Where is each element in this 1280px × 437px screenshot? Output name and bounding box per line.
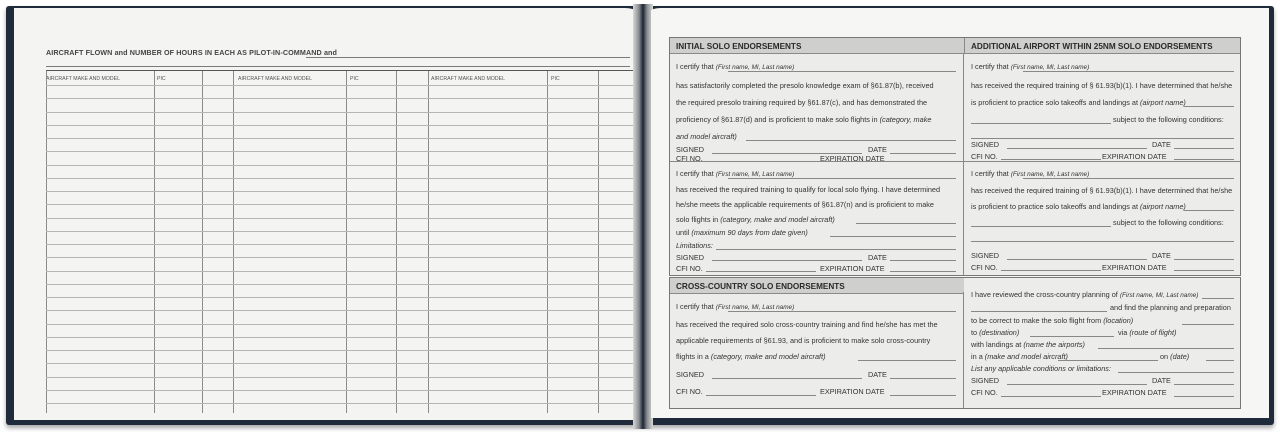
column-rule bbox=[154, 71, 155, 413]
conditions-field[interactable] bbox=[971, 138, 1234, 139]
aircraft-field[interactable] bbox=[856, 223, 956, 224]
endorsement-text: has received the required training to qualify for local solo flying. I have determined bbox=[676, 185, 941, 194]
airports-field[interactable] bbox=[1098, 348, 1234, 349]
airport-hint: (airport name) bbox=[1140, 98, 1186, 107]
name-hint: (First name, MI, Last name) bbox=[715, 64, 795, 71]
expiration-field[interactable] bbox=[1174, 159, 1234, 160]
date-label: DATE bbox=[868, 253, 887, 262]
cfi-number-field[interactable] bbox=[706, 161, 816, 162]
student-name-field[interactable] bbox=[728, 71, 956, 72]
certify-text: I certify that bbox=[676, 169, 714, 178]
airport-field[interactable] bbox=[1184, 106, 1234, 107]
name-hint: (First name, MI, Last name) bbox=[1010, 64, 1090, 71]
endorsement-text: has satisfactorily completed the presolo knowledge exam of §61.87(b), received bbox=[676, 81, 934, 90]
date-field[interactable] bbox=[1174, 148, 1234, 149]
left-page bbox=[14, 8, 635, 420]
aircraft-hint: (category, make and model aircraft) bbox=[720, 215, 835, 224]
certify-text: I certify that bbox=[971, 169, 1009, 178]
row-rule bbox=[46, 324, 633, 325]
conditions-label: subject to the following conditions: bbox=[1113, 115, 1224, 124]
signed-label: SIGNED bbox=[676, 145, 704, 154]
row-rule bbox=[46, 363, 633, 364]
cross-country-title: CROSS-COUNTRY SOLO ENDORSEMENTS bbox=[670, 278, 964, 294]
student-name-field-cont[interactable] bbox=[971, 311, 1107, 312]
column-rule bbox=[428, 71, 429, 413]
column-header-pic-2: PIC bbox=[350, 76, 359, 82]
row-rule bbox=[46, 244, 633, 245]
row-rule bbox=[46, 257, 633, 258]
destination-hint: (destination) bbox=[979, 328, 1020, 337]
title-fill-line-2[interactable] bbox=[46, 66, 630, 67]
expiration-label: EXPIRATION DATE bbox=[820, 154, 885, 163]
row-rule bbox=[46, 377, 633, 378]
row-rule bbox=[46, 390, 633, 391]
date-field[interactable] bbox=[890, 153, 956, 154]
expiration-field[interactable] bbox=[1174, 396, 1234, 397]
signed-label: SIGNED bbox=[971, 140, 999, 149]
row-rule bbox=[46, 297, 633, 298]
row-rule bbox=[46, 218, 633, 219]
planning-text: on bbox=[1160, 352, 1169, 361]
row-rule bbox=[46, 85, 633, 86]
date-field[interactable] bbox=[890, 378, 956, 379]
row-rule bbox=[46, 191, 633, 192]
planning-text: with landings at bbox=[971, 340, 1022, 349]
conditions-label: List any applicable conditions or limitations: bbox=[971, 364, 1111, 373]
signature-field[interactable] bbox=[1007, 259, 1147, 260]
cfi-number-field[interactable] bbox=[1001, 159, 1101, 160]
expiration-label: EXPIRATION DATE bbox=[820, 387, 885, 396]
top-endorsement-box bbox=[669, 37, 1241, 276]
student-name-field[interactable] bbox=[1202, 298, 1234, 299]
signed-label: SIGNED bbox=[676, 370, 704, 379]
destination-field[interactable] bbox=[1030, 336, 1114, 337]
airport-field-cont[interactable] bbox=[971, 226, 1111, 227]
flight-date-field[interactable] bbox=[1206, 360, 1234, 361]
planning-text: via bbox=[1118, 328, 1128, 337]
column-rule bbox=[233, 71, 234, 413]
endorsement-text: he/she meets the applicable requirements of §61.87(n) and is proficient to make bbox=[676, 200, 934, 209]
aircraft-hint: (category, make bbox=[879, 115, 932, 124]
signature-field[interactable] bbox=[1007, 384, 1147, 385]
signed-label: SIGNED bbox=[971, 376, 999, 385]
student-name-field[interactable] bbox=[1023, 71, 1234, 72]
planning-text: and find the planning and preparation bbox=[1110, 303, 1231, 312]
student-name-field[interactable] bbox=[728, 311, 956, 312]
date-field[interactable] bbox=[1174, 259, 1234, 260]
column-header-aircraft-2: AIRCRAFT MAKE AND MODEL bbox=[238, 76, 312, 82]
airport-hint: (airport name) bbox=[1140, 202, 1186, 211]
row-rule bbox=[46, 165, 633, 166]
planning-text: to bbox=[971, 328, 978, 337]
cfi-label: CFI NO. bbox=[676, 154, 703, 163]
name-hint: (First name, MI, Last name) bbox=[1119, 292, 1199, 299]
endorsement-text: has received the required training of § 61.93(b)(1). I have determined that he/she bbox=[971, 186, 1233, 195]
column-rule bbox=[46, 71, 47, 413]
max-days-hint: (maximum 90 days from date given) bbox=[691, 228, 808, 237]
cfi-label: CFI NO. bbox=[676, 387, 703, 396]
row-rule bbox=[46, 310, 633, 311]
date-label: DATE bbox=[868, 370, 887, 379]
expiration-field[interactable] bbox=[890, 271, 956, 272]
endorsement-text: the required presolo training required by §61.87(c), and has demonstrated the bbox=[676, 98, 928, 107]
airport-field[interactable] bbox=[1184, 210, 1234, 211]
column-rule bbox=[547, 71, 548, 413]
date-label: DATE bbox=[868, 145, 887, 154]
endorsement-text: is proficient to practice solo takeoffs and landings at bbox=[971, 98, 1138, 107]
conditions-field[interactable] bbox=[971, 241, 1234, 242]
row-rule bbox=[46, 337, 633, 338]
date-label: DATE bbox=[1152, 376, 1171, 385]
cfi-label: CFI NO. bbox=[971, 263, 998, 272]
cfi-number-field[interactable] bbox=[1001, 396, 1101, 397]
limitations-field[interactable] bbox=[716, 249, 956, 250]
column-header-pic-1: PIC bbox=[157, 76, 166, 82]
column-rule bbox=[202, 71, 203, 413]
route-hint: (route of flight) bbox=[1129, 328, 1177, 337]
cfi-number-field[interactable] bbox=[1001, 270, 1101, 271]
title-fill-line[interactable] bbox=[306, 57, 630, 58]
aircraft-hint: (category, make and model aircraft) bbox=[710, 352, 826, 361]
column-header-pic-3: PIC bbox=[551, 76, 560, 82]
column-divider bbox=[963, 54, 964, 275]
date-field[interactable] bbox=[1174, 384, 1234, 385]
row-rule bbox=[46, 125, 633, 126]
cfi-label: CFI NO. bbox=[676, 264, 703, 273]
date-label: DATE bbox=[1152, 251, 1171, 260]
airports-hint: (name the airports) bbox=[1023, 340, 1085, 349]
expiration-label: EXPIRATION DATE bbox=[1102, 152, 1167, 161]
expiration-label: EXPIRATION DATE bbox=[1102, 263, 1167, 272]
planning-text: I have reviewed the cross-country planning of bbox=[971, 290, 1118, 299]
row-rule bbox=[46, 112, 633, 113]
endorsement-text: has received the required solo cross-country training and find he/she has met the bbox=[676, 320, 938, 329]
row-rule bbox=[46, 151, 633, 152]
initial-solo-title: INITIAL SOLO ENDORSEMENTS bbox=[670, 38, 964, 54]
certify-text: I certify that bbox=[676, 302, 714, 311]
row-rule bbox=[46, 138, 633, 139]
signed-label: SIGNED bbox=[676, 253, 704, 262]
endorsement-text: flights in a bbox=[676, 352, 709, 361]
column-header-aircraft-1: AIRCRAFT MAKE AND MODEL bbox=[46, 76, 120, 82]
endorsement-text: proficiency of §61.87(d) and is proficient to make solo flights in bbox=[676, 115, 878, 124]
row-rule bbox=[46, 350, 633, 351]
pic-hours-title: AIRCRAFT FLOWN and NUMBER OF HOURS IN EACH AS PILOT-IN-COMMAND and bbox=[46, 48, 338, 57]
signature-field[interactable] bbox=[712, 260, 862, 261]
cfi-label: CFI NO. bbox=[971, 152, 998, 161]
aircraft-field[interactable] bbox=[858, 360, 956, 361]
expiration-field[interactable] bbox=[890, 161, 956, 162]
column-rule bbox=[346, 71, 347, 413]
aircraft-hint: (make and model aircraft) bbox=[984, 352, 1068, 361]
aircraft-field[interactable] bbox=[1058, 360, 1158, 361]
column-divider bbox=[963, 292, 964, 408]
row-rule bbox=[46, 204, 633, 205]
signed-label: SIGNED bbox=[971, 251, 999, 260]
certify-text: I certify that bbox=[676, 62, 714, 71]
expiration-label: EXPIRATION DATE bbox=[1102, 388, 1167, 397]
endorsement-text: applicable requirements of §61.93, and is proficient to make solo cross-country bbox=[676, 336, 931, 345]
cross-country-box bbox=[669, 277, 1241, 409]
signature-field[interactable] bbox=[1007, 148, 1147, 149]
student-name-field[interactable] bbox=[728, 178, 956, 179]
right-page bbox=[651, 8, 1269, 418]
endorsement-text: has received the required training of § 61.93(b)(1). I have determined that he/she bbox=[971, 81, 1233, 90]
signature-field[interactable] bbox=[712, 378, 862, 379]
student-name-field[interactable] bbox=[1023, 178, 1234, 179]
additional-airport-title: ADDITIONAL AIRPORT WITHIN 25NM SOLO ENDORSEMENTS bbox=[964, 38, 1240, 54]
conditions-label: subject to the following conditions: bbox=[1113, 218, 1224, 227]
row-rule bbox=[46, 231, 633, 232]
location-hint: (location) bbox=[1103, 316, 1134, 325]
endorsement-text: is proficient to practice solo takeoffs and landings at bbox=[971, 202, 1138, 211]
column-rule bbox=[598, 71, 599, 413]
expiration-label: EXPIRATION DATE bbox=[820, 264, 885, 273]
column-header-aircraft-3: AIRCRAFT MAKE AND MODEL bbox=[431, 76, 505, 82]
row-rule bbox=[46, 271, 633, 272]
book-spine bbox=[633, 4, 653, 429]
date-hint: (date) bbox=[1170, 352, 1190, 361]
row-rule bbox=[46, 98, 633, 99]
until-label: until bbox=[676, 228, 690, 237]
cfi-number-field[interactable] bbox=[706, 271, 816, 272]
airport-field-cont[interactable] bbox=[971, 123, 1111, 124]
until-date-field[interactable] bbox=[830, 236, 956, 237]
column-rule bbox=[396, 71, 397, 413]
expiration-field[interactable] bbox=[1174, 270, 1234, 271]
name-hint: (First name, MI, Last name) bbox=[715, 171, 795, 178]
name-hint: (First name, MI, Last name) bbox=[715, 304, 795, 311]
date-label: DATE bbox=[1152, 140, 1171, 149]
planning-text: in a bbox=[971, 352, 983, 361]
aircraft-hours-table[interactable] bbox=[46, 70, 633, 413]
limitations-label: Limitations: bbox=[676, 241, 713, 250]
cfi-number-field[interactable] bbox=[706, 395, 816, 396]
location-field[interactable] bbox=[1182, 324, 1234, 325]
date-field[interactable] bbox=[890, 260, 956, 261]
name-hint: (First name, MI, Last name) bbox=[1010, 171, 1090, 178]
row-rule bbox=[46, 403, 633, 404]
cfi-label: CFI NO. bbox=[971, 388, 998, 397]
conditions-field[interactable] bbox=[1118, 372, 1234, 373]
certify-text: I certify that bbox=[971, 62, 1009, 71]
planning-text: to be correct to make the solo flight from bbox=[971, 316, 1102, 325]
aircraft-field[interactable] bbox=[746, 140, 956, 141]
endorsement-text: solo flights in bbox=[676, 215, 719, 224]
row-rule bbox=[46, 178, 633, 179]
expiration-field[interactable] bbox=[890, 395, 956, 396]
row-rule bbox=[46, 284, 633, 285]
aircraft-hint: and model aircraft) bbox=[676, 132, 737, 141]
